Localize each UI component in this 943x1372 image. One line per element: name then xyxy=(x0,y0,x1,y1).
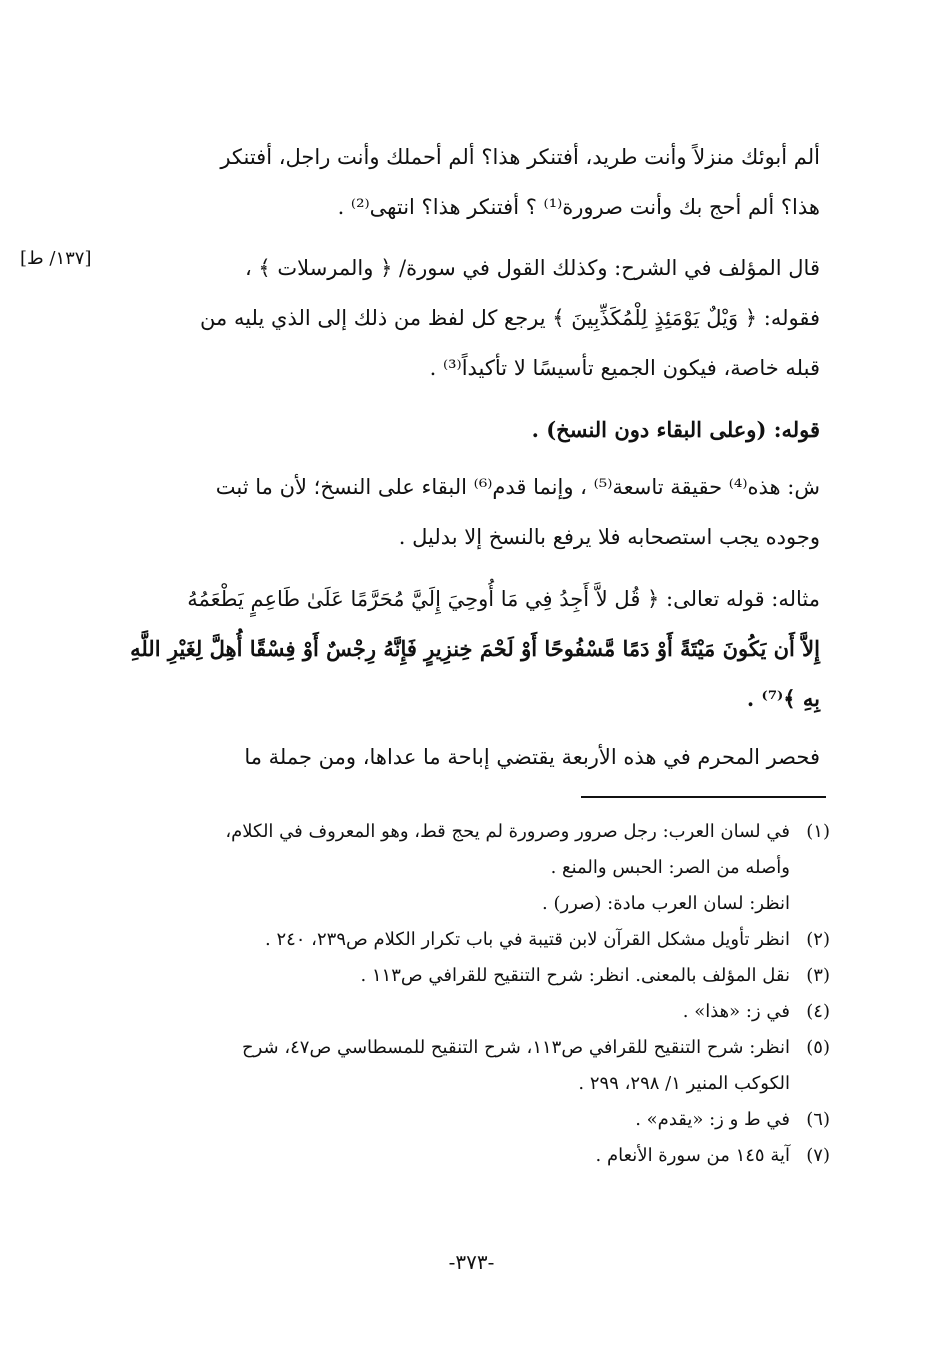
footnote-text: انظر تأويل مشكل القرآن لابن قتيبة في باب تكرار الكلام ص٢٣٩، ٢٤٠ . xyxy=(264,929,790,950)
footnote-text: انظر: لسان العرب مادة: (صرر) . xyxy=(542,893,790,914)
footnote-text: وأصله من الصر: الحبس والمنع . xyxy=(550,857,790,878)
footnote-number: (٧) xyxy=(806,1145,830,1166)
footnote-separator xyxy=(581,796,826,798)
footnote-line xyxy=(118,1138,830,1174)
footnote-line xyxy=(118,814,830,850)
footnote-number: (٥) xyxy=(806,1037,830,1058)
footnote-text: نقل المؤلف بالمعنى. انظر: شرح التنقيح للقرافي ص١١٣ . xyxy=(360,965,790,986)
footnote-6 xyxy=(118,1102,830,1138)
footnote-1 xyxy=(118,814,830,922)
paragraph-4 xyxy=(120,574,820,724)
footnote-number: (٦) xyxy=(806,1109,830,1130)
text-line: ألم أبوئك منزلاً وأنت طريد، أفتنكر هذا؟ ألم أحملك وأنت راجل، أفتنكر xyxy=(220,145,820,169)
text-line: قوله: (وعلى البقاء دون النسخ) . xyxy=(531,417,820,442)
text-line: إِلاَّ أَن يَكُونَ مَيْتَةً أَوْ دَمًا مَّسْفُوحًا أَوْ لَحْمَ خِنزِيرٍ فَإِنَّهُ رِجْسٌ أَوْ فِسْقًا أُهِلَّ لِغَيْرِ اللَّهِ xyxy=(130,636,820,661)
footnote-text: في ز: «هذا» . xyxy=(682,1001,790,1022)
footnote-line xyxy=(118,922,830,958)
footnote-3 xyxy=(118,958,830,994)
footnote-text: آية ١٤٥ من سورة الأنعام . xyxy=(595,1145,790,1166)
footnote-text: انظر: شرح التنقيح للقرافي ص١١٣، شرح التنقيح للمسطاسي ص٤٧، شرح xyxy=(241,1037,790,1058)
text-line: ش: هذه⁽⁴⁾ حقيقة تاسعة⁽⁵⁾ ، وإنما قدم⁽⁶⁾ البقاء على النسخ؛ لأن ما ثبت xyxy=(215,475,820,499)
paragraph-heading-quote xyxy=(120,405,820,455)
text-line: بِهِ ﴾⁽⁷⁾ . xyxy=(746,686,820,711)
page-number: -٣٧٣- xyxy=(448,1250,495,1274)
footnote-4 xyxy=(118,994,830,1030)
margin-folio-note: [١٣٧/ ط] xyxy=(20,248,92,269)
text-line: مثاله: قوله تعالى: ﴿ قُل لاَّ أَجِدُ فِي مَا أُوحِيَ إِلَيَّ مُحَرَّمًا عَلَىٰ طَاعِمٍ يَطْعَمُهُ xyxy=(187,587,820,611)
text-line: قال المؤلف في الشرح: وكذلك القول في سورة/ ﴿ والمرسلات ﴾ ، xyxy=(244,256,820,280)
footnote-number: (٤) xyxy=(806,1001,830,1022)
text-line: فقوله: ﴿ وَيْلٌ يَوْمَئِذٍ لِلْمُكَذِّبِينَ ﴾ يرجع كل لفظ من ذلك إلى الذي يليه من xyxy=(200,306,820,330)
footnote-number: (٣) xyxy=(806,965,830,986)
footnote-line xyxy=(118,958,830,994)
text-line: وجوده يجب استصحابه فلا يرفع بالنسخ إلا بدليل . xyxy=(398,525,820,549)
footnote-text: في ط و ز: «يقدم» . xyxy=(635,1109,790,1130)
footnote-line xyxy=(118,1030,830,1066)
text-line: هذا؟ ألم أحج بك وأنت صرورة⁽¹⁾ ؟ أفتنكر هذا؟ انتهى⁽²⁾ . xyxy=(337,195,820,219)
footnotes xyxy=(118,814,830,1174)
footnote-5 xyxy=(118,1030,830,1102)
footnote-number: (٢) xyxy=(806,929,830,950)
text-line: فحصر المحرم في هذه الأربعة يقتضي إباحة ما عداها، ومن جملة ما xyxy=(244,745,820,769)
paragraph-2 xyxy=(120,243,820,393)
paragraph-3 xyxy=(120,462,820,562)
footnote-2 xyxy=(118,922,830,958)
footnote-number: (١) xyxy=(806,821,830,842)
paragraph-1 xyxy=(120,132,820,232)
footnote-text: في لسان العرب: رجل صرور وصرورة لم يحج قط، وهو المعروف في الكلام، xyxy=(225,821,790,842)
footnote-line xyxy=(118,1102,830,1138)
footnote-text: الكوكب المنير ١/ ٢٩٨، ٢٩٩ . xyxy=(578,1073,790,1094)
paragraph-5 xyxy=(120,732,820,782)
footnote-7 xyxy=(118,1138,830,1174)
text-line: قبله خاصة، فيكون الجميع تأسيسًا لا تأكيداً⁽³⁾ . xyxy=(429,356,820,380)
footnote-line xyxy=(118,994,830,1030)
